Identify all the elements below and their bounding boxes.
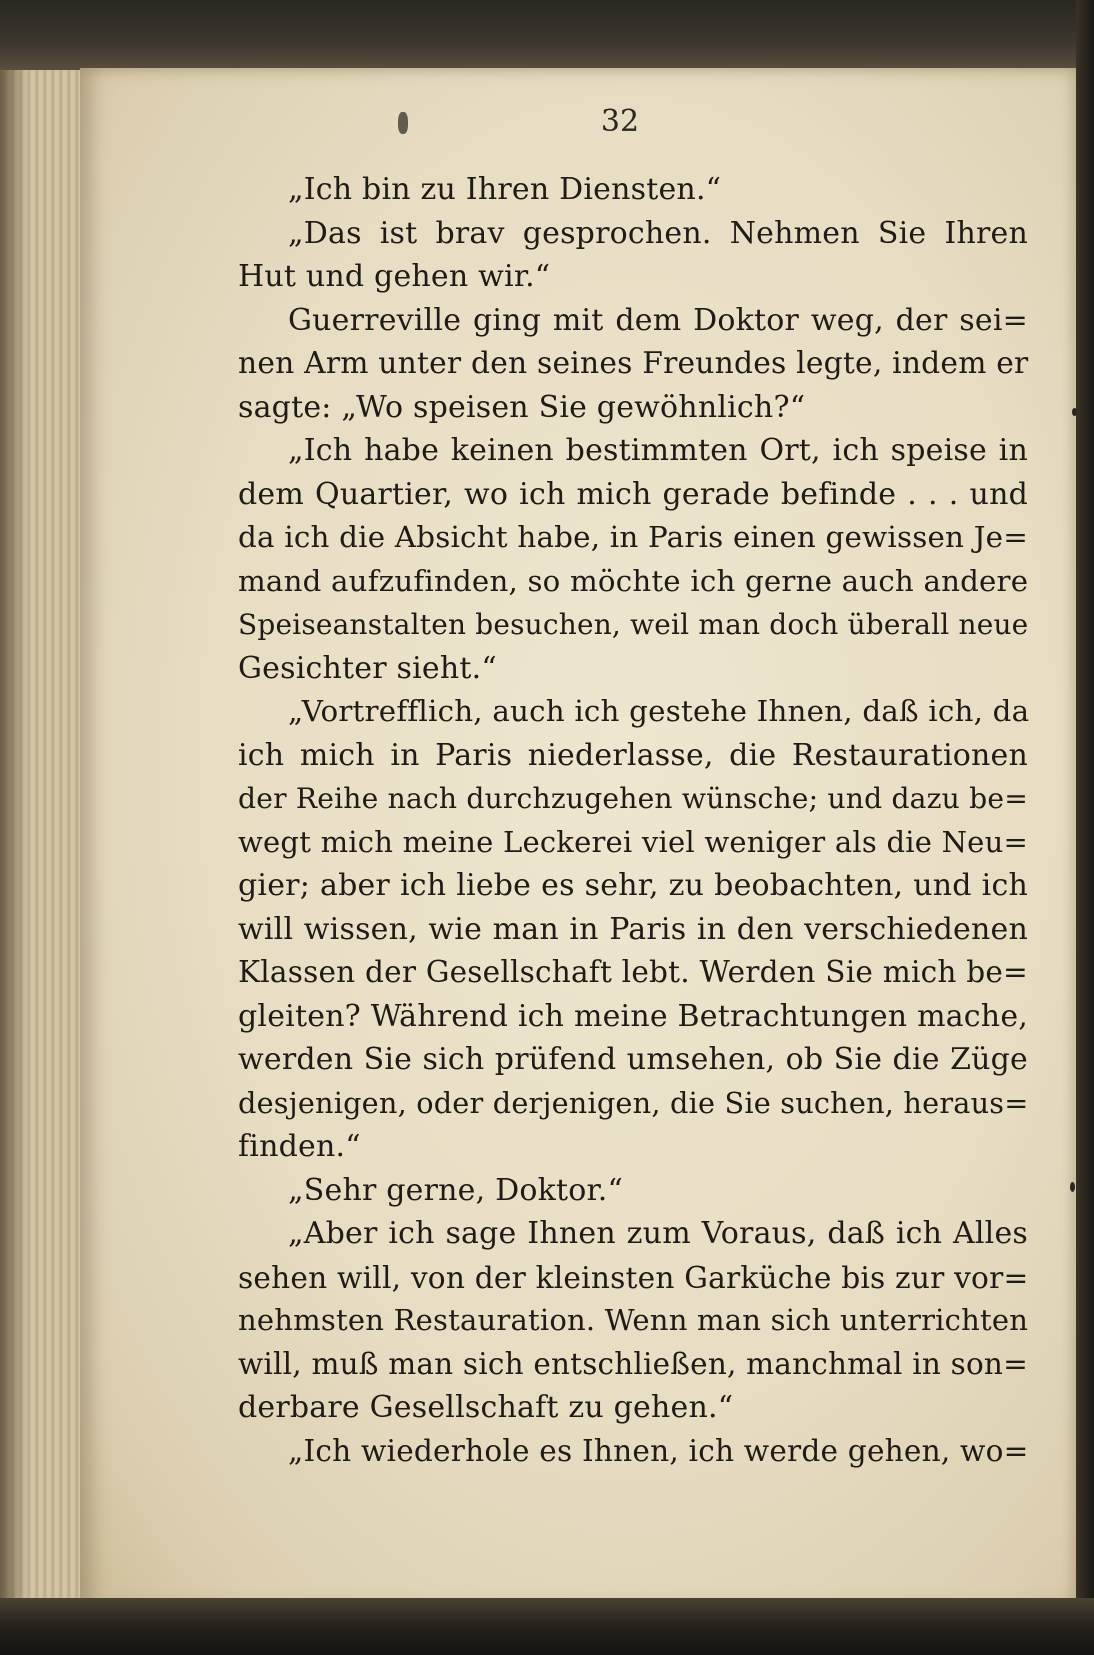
text-line: finden.“ (238, 1129, 361, 1164)
text-line: derbare Gesellschaft zu gehen.“ (238, 1390, 734, 1425)
text-line: Gesichter sieht.“ (238, 650, 497, 686)
text-line: Klassen der Gesellschaft lebt. Werden Sie mich be= (238, 955, 1028, 989)
text-line: „Ich bin zu Ihren Diensten.“ (288, 172, 722, 207)
text-line: „Aber ich sage Ihnen zum Voraus, daß ich Alles (288, 1216, 1028, 1251)
text-line: Hut und gehen wir.“ (238, 259, 551, 294)
text-line: sehen will, von der kleinsten Garküche bis zur vor= (238, 1259, 1029, 1295)
text-line: „Das ist brav gesprochen. Nehmen Sie Ihren (288, 215, 1028, 251)
text-line: mand aufzufinden, so möchte ich gerne auch andere (238, 563, 1029, 598)
page-edges-shadow (0, 70, 28, 1610)
book-cover-right (1076, 0, 1094, 1655)
ink-speck (1070, 1182, 1075, 1192)
text-line: sagte: „Wo speisen Sie gewöhnlich?“ (238, 389, 806, 425)
ink-speck (398, 112, 408, 134)
ink-speck (1072, 408, 1077, 416)
text-line: dem Quartier, wo ich mich gerade befinde . . . und (238, 476, 1028, 512)
book-cover-bottom (0, 1598, 1094, 1655)
text-line: der Reihe nach durchzugehen wünsche; und dazu be= (238, 782, 1028, 815)
text-line: Speiseanstalten besuchen, weil man doch überall neue (238, 608, 1029, 641)
text-line: desjenigen, oder derjenigen, die Sie suchen, heraus= (238, 1085, 1029, 1120)
text-line: „Ich wiederhole es Ihnen, ich werde gehen, wo= (288, 1433, 1029, 1468)
text-line: gleiten? Während ich meine Betrachtungen mache, (238, 998, 1029, 1034)
text-line: „Ich habe keinen bestimmten Ort, ich speise in (288, 433, 1028, 468)
text-line: gier; aber ich liebe es sehr, zu beobachten, und ich (238, 868, 1028, 903)
text-line: „Vortrefflich, auch ich gestehe Ihnen, daß ich, da (288, 694, 1030, 728)
text-line: nehmsten Restauration. Wenn man sich unterrichten (238, 1303, 1029, 1337)
text-line: „Sehr gerne, Doktor.“ (288, 1172, 624, 1208)
page-number: 32 (600, 104, 640, 139)
text-line: will wissen, wie man in Paris in den verschiedenen (238, 911, 1028, 947)
text-line: Guerreville ging mit dem Doktor weg, der sei= (288, 302, 1028, 338)
text-line: da ich die Absicht habe, in Paris einen gewissen Je= (238, 520, 1029, 554)
text-line: nen Arm unter den seines Freundes legte, indem er (238, 346, 1029, 381)
text-line: werden Sie sich prüfend umsehen, ob Sie die Züge (238, 1042, 1028, 1077)
page-body-text (238, 168, 1028, 1473)
text-line: ich mich in Paris niederlasse, die Restaurationen (238, 737, 1028, 773)
text-line: wegt mich meine Leckerei viel weniger als die Neu= (238, 824, 1028, 859)
text-line: will, muß man sich entschließen, manchmal in son= (238, 1346, 1028, 1381)
book-cover-top (0, 0, 1094, 70)
